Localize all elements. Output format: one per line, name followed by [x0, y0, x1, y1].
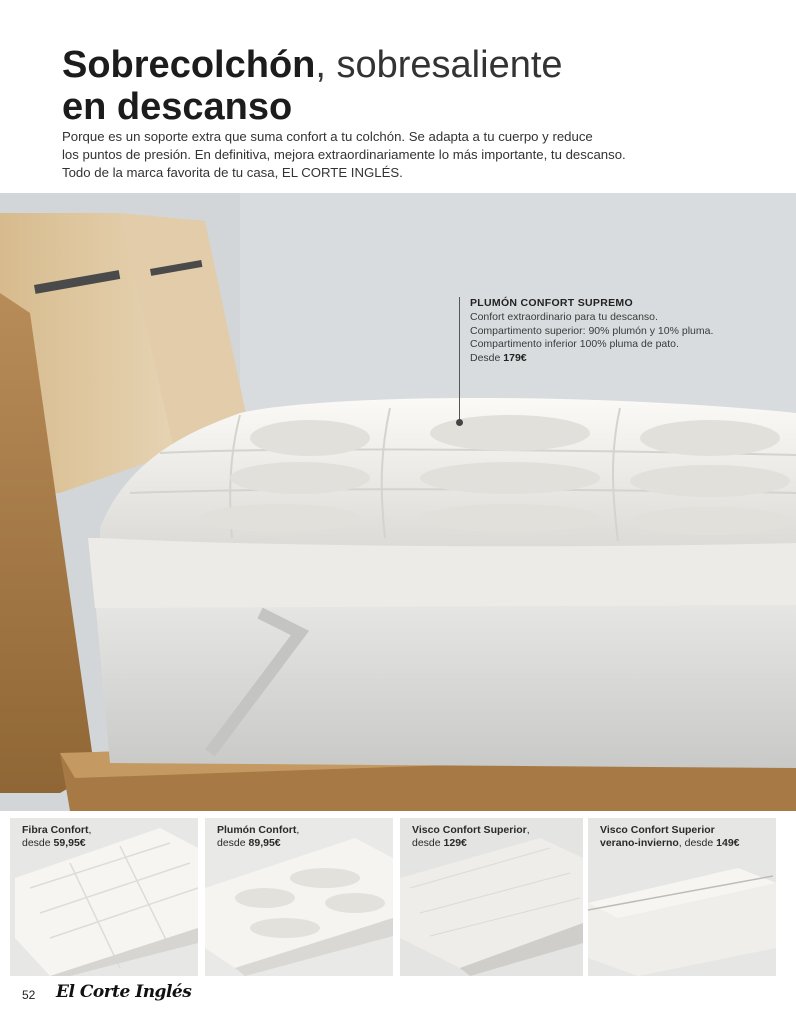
callout-price-prefix: Desde [470, 352, 504, 365]
price-prefix: desde [217, 837, 249, 849]
callout-line: Compartimento inferior 100% pluma de pato. [470, 338, 679, 351]
product-label [600, 824, 740, 850]
product-card-fibra-confort[interactable] [10, 818, 198, 976]
product-card-visco-confort-superior[interactable] [400, 818, 583, 976]
callout-dot [456, 419, 463, 426]
callout-line: Confort extraordinario para tu descanso. [470, 310, 658, 323]
product-callout [470, 297, 770, 366]
price-prefix: desde [22, 837, 54, 849]
product-name-sep: , [526, 824, 530, 836]
product-card-plumon-confort[interactable] [205, 818, 393, 976]
product-label [217, 824, 299, 850]
intro-line: Porque es un soporte extra que suma confort a tu colchón. Se adapta a tu cuerpo y reduce [62, 129, 593, 144]
title-light: , sobresaliente [315, 44, 563, 86]
callout-price-line [470, 352, 770, 366]
intro-line: los puntos de presión. En definitiva, mejora extraordinariamente lo más importante, tu descanso. [62, 147, 626, 162]
callout-line: Compartimento superior: 90% plumón y 10% pluma. [470, 324, 714, 337]
price-prefix: , desde [678, 837, 717, 849]
product-label [22, 824, 91, 850]
page-number: 52 [22, 988, 36, 1002]
product-price: 129€ [443, 837, 467, 849]
title-line2: en descanso [62, 86, 293, 128]
product-price: 149€ [716, 837, 740, 849]
intro-paragraph [62, 128, 752, 182]
callout-price: 179€ [503, 352, 527, 365]
callout-title: PLUMÓN CONFORT SUPREMO [470, 297, 633, 309]
product-price: 89,95€ [248, 837, 281, 849]
hero-image [0, 193, 796, 811]
product-variant: verano-invierno [600, 837, 679, 849]
product-label [412, 824, 530, 850]
product-name: Visco Confort Superior [412, 824, 527, 836]
product-name-sep: , [88, 824, 92, 836]
brand-logo: El Corte Inglés [56, 982, 192, 1002]
callout-leader-line [459, 297, 460, 421]
product-name: Plumón Confort [217, 824, 297, 836]
product-card-visco-confort-superior-verano-invierno[interactable] [588, 818, 776, 976]
product-name: Visco Confort Superior [600, 824, 715, 836]
intro-line: Todo de la marca favorita de tu casa, EL CORTE INGLÉS. [62, 165, 403, 180]
page-title [62, 44, 762, 128]
title-bold: Sobrecolchón [62, 44, 316, 86]
product-name: Fibra Confort [22, 824, 89, 836]
product-price: 59,95€ [53, 837, 86, 849]
price-prefix: desde [412, 837, 444, 849]
product-name-sep: , [296, 824, 300, 836]
bed-illustration [0, 193, 796, 811]
